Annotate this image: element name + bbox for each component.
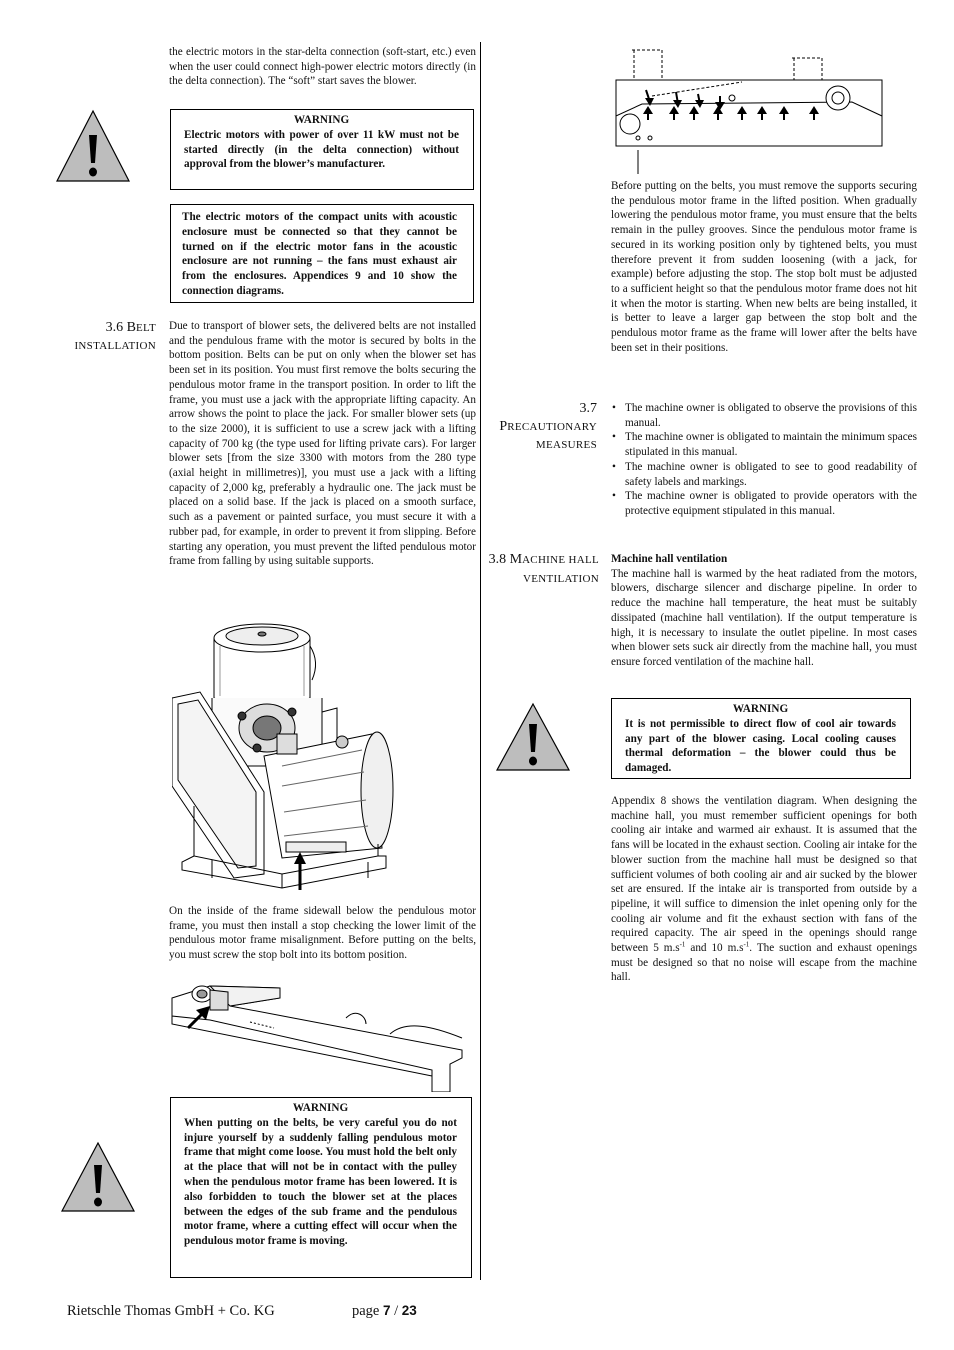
- ventilation-paragraph: The machine hall is warmed by the heat radiated from the motors, blowers, discharge silencer and discharge pipeline. In order to reduce the machine hall temperature, the heat must be suitably dissipated (machine hall ventilation). If the output temperature is high, it is necessary to insulate the outlet pipeline. In most cases when blower sets suck air directly from the machine hall, you must ensure forced ventilation of the machine hall.: [611, 567, 917, 668]
- warning-text: When putting on the belts, be very careful you do not injure yourself by a suddenly falling pendulous motor frame that might come loose. You must hold the belt only at the place that will not be in contact with the pulley when the pendulous motor frame has been lowered. It is also forbidden to touch the blower set at the places between the edges of the sub frame and the pendulous motor frame, where a cutting effect will occur when the pendulous motor frame is moving.: [184, 1116, 457, 1248]
- section-3-7-heading: [484, 399, 597, 455]
- stop-bolt-paragraph: On the inside of the frame sidewall below the pendulous motor frame, you must then install a stop checking the lower limit of the pendulous motor frame misalignment. Before putting on the belts, you must screw the stop bolt into its bottom position.: [169, 905, 476, 962]
- acoustic-enclosure-note-box: [170, 204, 474, 303]
- warning-box-motors: [170, 109, 474, 190]
- footer-company: Rietschle Thomas GmbH + Co. KG: [67, 1303, 275, 1319]
- section-title-part: ACHINE HALL: [522, 554, 599, 566]
- list-item: • The machine owner is obligated to provide operators with the protective equipment stipulated in this manual.: [625, 489, 917, 518]
- section-title-part: ELT: [135, 322, 156, 334]
- warning-text: It is not permissible to direct flow of cool air towards any part of the blower casing. Local cooling causes thermal deformation – the blower could thus be damaged.: [625, 717, 896, 775]
- footer-page-number: [352, 1303, 417, 1320]
- warning-title: WARNING: [292, 1102, 349, 1114]
- warning-triangle-icon: [495, 702, 571, 772]
- text-run: Appendix 8 shows the ventilation diagram. When designing the machine hall, you must remember sufficient openings for both cooling air intake and warmed air exhaust. It is assumed that the fans will be located in the exhaust section. Cooling air intake for the blower suction from the machine hall must be designed so that sufficient volumes of both cooling air and air sucked by the blower set are ensured. If the intake air is transported from outside by a pipeline, it will suffice to dimension the inlet opening only for the cooling air volume and fit the exhaust section with fans of the required capacity. The air speed in the openings should range between 5 m.s: [611, 795, 917, 955]
- page-current: 7: [383, 1303, 391, 1318]
- warning-text: Electric motors with power of over 11 kW must not be started directly (in the delta connection) without approval from the blower’s manufacturer.: [184, 128, 459, 171]
- warning-box-cooling: [611, 698, 911, 779]
- warning-title: WARNING: [732, 703, 789, 715]
- column-divider: [480, 42, 481, 1280]
- section-title-part: INSTALLATION: [74, 340, 156, 352]
- text-run: . The suction and exhaust openings must be designed so that no noise will escape from the machine hall.: [611, 942, 918, 984]
- blower-set-illustration: [172, 616, 396, 892]
- section-3-8-heading: [484, 550, 599, 588]
- list-item: • The machine owner is obligated to see to good readability of safety labels and markings.: [625, 460, 917, 489]
- section-title-part: P: [499, 419, 508, 434]
- section-3-6-heading: [58, 318, 156, 355]
- pendulous-frame-illustration: [612, 46, 888, 174]
- precautionary-measures-list: [611, 401, 917, 519]
- section-number: 3.8 M: [488, 552, 523, 567]
- note-text: The electric motors of the compact units with acoustic enclosure must be connected so that they cannot be turned on if the electric motor fans in the acoustic enclosure are not running – the fans must exhaust air from the enclosures. Appendices 9 and 10 show the connection diagrams.: [182, 211, 457, 297]
- warning-triangle-icon: [55, 109, 131, 183]
- page-label: page: [352, 1303, 383, 1319]
- stop-bolt-illustration: [170, 980, 466, 1092]
- section-number: 3.6 B: [105, 320, 136, 335]
- warning-box-belts: [170, 1097, 472, 1278]
- superscript: -1: [679, 940, 686, 949]
- page-separator: /: [390, 1303, 402, 1319]
- section-number: 3.7: [579, 401, 597, 416]
- warning-title: WARNING: [293, 114, 350, 126]
- ventilation-section: [611, 552, 917, 670]
- appendix-paragraph: [611, 794, 917, 985]
- intro-paragraph: the electric motors in the star-delta connection (soft-start, etc.) even when the user could connect high-power electric motors directly (in the delta connection). The “soft” start saves the blower.: [169, 46, 476, 88]
- subheading: Machine hall ventilation: [611, 553, 728, 565]
- section-title-part: RECAUTIONARY: [507, 421, 597, 433]
- list-item: • The machine owner is obligated to observe the provisions of this manual.: [625, 401, 917, 430]
- page-total: 23: [401, 1303, 417, 1318]
- supports-paragraph: Before putting on the belts, you must remove the supports securing the pendulous motor frame in the lifted position. When gradually lowering the pendulous motor frame, you must ensure that the belts remain in the pulley grooves. Since the pendulous motor frame is secured in its working position only by tightened belts, you must therefore prevent it from sudden loosening (with a jack, for example) before adjusting the stop. The stop bolt must be adjusted to a sufficient height so that the pendulous motor frame does not hit it when the motor is starting. When new belts are being installed, it is better to leave a larger gap between the stop bolt and the pendulous motor frame as the frame will lower after the belts have been set in their positions.: [611, 180, 917, 354]
- list-item: • The machine owner is obligated to maintain the minimum spaces stipulated in this manual.: [625, 430, 917, 459]
- warning-triangle-icon: [60, 1141, 136, 1213]
- section-title-part: VENTILATION: [522, 573, 599, 585]
- text-run: and 10 m.s: [685, 942, 744, 955]
- belt-installation-paragraph: Due to transport of blower sets, the delivered belts are not installed and the pendulous frame with the motor is secured by bolts in the bottom position. Belts can be put on only when the blower set has been set in its position. You must first remove the bolts securing the pendulous motor frame in the transport position. In order to lift the frame, you must use a jack with the appropriate lifting capacity. An arrow shows the point to place the jack. For smaller blower sets (up to the size 2000), it is sufficient to use a screw jack with a lifting capacity of 700 kg (the type used for lifting private cars). For larger blower sets [from the size 3300 with motors from the 280 type (axial height in millimetres)], you must use a jack with a lifting capacity of 2,000 kg, preferably a hydraulic one. The jack must be placed on a solid base. If the jack is placed on a smooth surface, such as a pavement or painted surface, you must secure it with a rubber pad, for example, in order to prevent it from slipping. Before starting any operation, you must prevent the lifted pendulous motor frame from falling by using suitable supports.: [169, 320, 476, 568]
- section-title-part: MEASURES: [535, 439, 597, 451]
- superscript: -1: [743, 940, 750, 949]
